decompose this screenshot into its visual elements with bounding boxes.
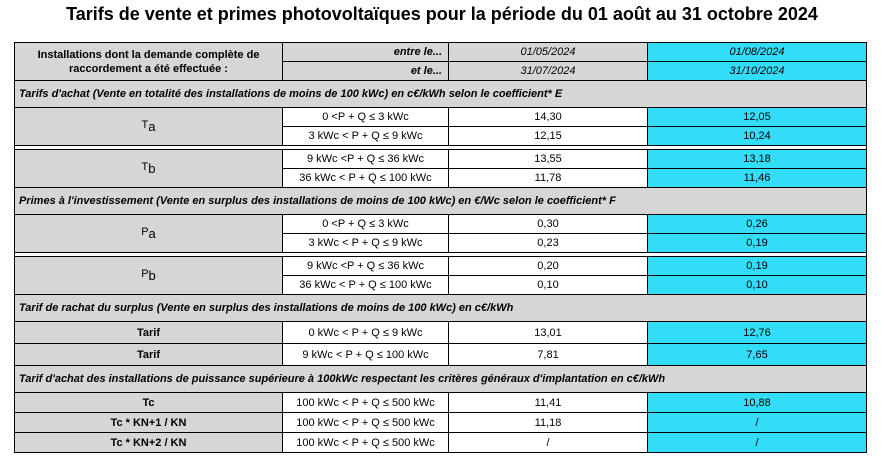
value-period2: / — [648, 433, 867, 453]
section-header — [15, 188, 867, 215]
power-range: 100 kWc < P + Q ≤ 500 kWc — [283, 393, 449, 413]
section-title: Tarif de rachat du surplus (Vente en surplus des installations de moins de 100 kWc) en c€/kWh — [15, 295, 867, 322]
row-label: Tarif — [15, 344, 283, 366]
section-header — [15, 295, 867, 322]
row-label: Tc * KN+2 / KN — [15, 433, 283, 453]
row-label: Tc — [15, 393, 283, 413]
power-range: 100 kWc < P + Q ≤ 500 kWc — [283, 433, 449, 453]
table-row — [15, 108, 867, 127]
table-row — [15, 433, 867, 453]
group-label: $T_b$ — [15, 150, 283, 188]
value-period2: 0,19 — [648, 234, 867, 253]
section-title: Tarifs d'achat (Vente en totalité des installations de moins de 100 kWc) en c€/kWh selon le coefficient* E — [15, 81, 867, 108]
table-row — [15, 257, 867, 276]
period2-end-date: 31/10/2024 — [648, 62, 867, 81]
power-range: 0 kWc < P + Q ≤ 9 kWc — [283, 322, 449, 344]
table-row — [15, 413, 867, 433]
section-title: Primes à l'investissement (Vente en surplus des installations de moins de 100 kWc) en €/Wc selon le coefficient* F — [15, 188, 867, 215]
power-range: 0 <P + Q ≤ 3 kWc — [283, 108, 449, 127]
table-row — [15, 215, 867, 234]
value-period1: 14,30 — [449, 108, 648, 127]
power-range: 3 kWc < P + Q ≤ 9 kWc — [283, 127, 449, 146]
table-row — [15, 393, 867, 413]
power-range: 9 kWc <P + Q ≤ 36 kWc — [283, 257, 449, 276]
value-period1: 13,01 — [449, 322, 648, 344]
header-entre-label: entre le... — [283, 43, 449, 62]
section-header — [15, 366, 867, 393]
period2-start-date: 01/08/2024 — [648, 43, 867, 62]
value-period2: 12,05 — [648, 108, 867, 127]
row-label: Tc * KN+1 / KN — [15, 413, 283, 433]
section-title: Tarif d'achat des installations de puissance supérieure à 100kWc respectant les critères généraux d'implantation en c€/kWh — [15, 366, 867, 393]
value-period1: / — [449, 433, 648, 453]
value-period2: 12,76 — [648, 322, 867, 344]
header-row-start — [15, 43, 867, 62]
value-period2: / — [648, 413, 867, 433]
power-range: 9 kWc < P + Q ≤ 100 kWc — [283, 344, 449, 366]
header-label: Installations dont la demande complète de raccordement a été effectuée : — [15, 43, 283, 81]
page-title: Tarifs de vente et primes photovoltaïques pour la période du 01 août au 31 octobre 2024 — [66, 4, 818, 24]
power-range: 9 kWc <P + Q ≤ 36 kWc — [283, 150, 449, 169]
section-header — [15, 81, 867, 108]
value-period1: 0,10 — [449, 276, 648, 295]
period1-start-date: 01/05/2024 — [449, 43, 648, 62]
value-period1: 11,18 — [449, 413, 648, 433]
group-label: $P_b$ — [15, 257, 283, 295]
table-row — [15, 344, 867, 366]
value-period1: 0,20 — [449, 257, 648, 276]
value-period1: 7,81 — [449, 344, 648, 366]
power-range: 36 kWc < P + Q ≤ 100 kWc — [283, 276, 449, 295]
power-range: 0 <P + Q ≤ 3 kWc — [283, 215, 449, 234]
value-period2: 0,10 — [648, 276, 867, 295]
group-label: $P_a$ — [15, 215, 283, 253]
value-period1: 11,41 — [449, 393, 648, 413]
value-period1: 13,55 — [449, 150, 648, 169]
value-period1: 0,30 — [449, 215, 648, 234]
value-period1: 12,15 — [449, 127, 648, 146]
value-period2: 0,19 — [648, 257, 867, 276]
group-label: $T_a$ — [15, 108, 283, 146]
power-range: 3 kWc < P + Q ≤ 9 kWc — [283, 234, 449, 253]
value-period2: 10,88 — [648, 393, 867, 413]
value-period1: 0,23 — [449, 234, 648, 253]
power-range: 36 kWc < P + Q ≤ 100 kWc — [283, 169, 449, 188]
table-row — [15, 322, 867, 344]
value-period2: 11,46 — [648, 169, 867, 188]
value-period2: 10,24 — [648, 127, 867, 146]
value-period2: 0,26 — [648, 215, 867, 234]
header-et-label: et le... — [283, 62, 449, 81]
row-label: Tarif — [15, 322, 283, 344]
power-range: 100 kWc < P + Q ≤ 500 kWc — [283, 413, 449, 433]
value-period2: 13,18 — [648, 150, 867, 169]
period1-end-date: 31/07/2024 — [449, 62, 648, 81]
value-period2: 7,65 — [648, 344, 867, 366]
tariff-table — [14, 42, 867, 453]
table-row — [15, 150, 867, 169]
value-period1: 11,78 — [449, 169, 648, 188]
